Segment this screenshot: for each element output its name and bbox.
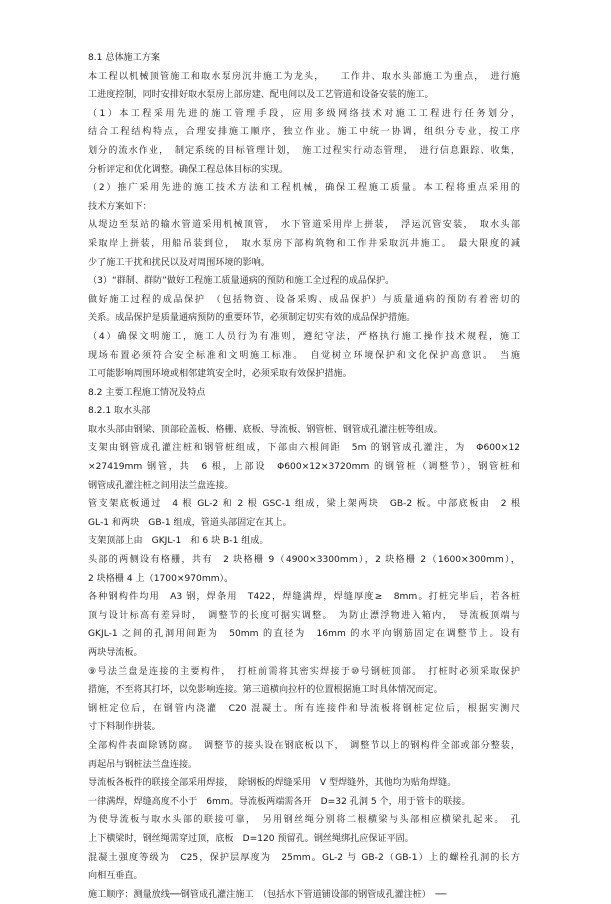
text-line: （2）推广采用先进的施工技术方法和工程机械，确保工程施工质量。本工程将重点采用的 xyxy=(88,183,520,194)
text-line: 措施，不至将其打坏，以免影响连接。第三道横向拉杆的位置根据施工时具体情况而定。 xyxy=(88,685,443,696)
text-line: 取水头部由钢梁、顶部砼盖板、格栅、底板、导流板、钢管桩、钢管成孔灌注桩等组成。 xyxy=(88,424,443,435)
text-line: ×27419mm 钢管，共 6 根，上部设 Φ600×12×3720mm 的钢管桩（调整节），钢管桩和 xyxy=(88,462,520,473)
section-heading: 8.2 主要工程施工情况及特点 xyxy=(88,387,206,398)
text-line: 从堤边至泵站的输水管道采用机械顶管， 水下管道采用岸上拼装， 浮运沉管安装， 取水头部 xyxy=(88,220,520,231)
text-line: GL-1 和两块 GB-1 组成，管道头部固定在其上。 xyxy=(88,517,292,528)
text-line: 技术方案如下： xyxy=(88,201,152,212)
text-line: 分析评定和优化调整。确保工程总体目标的实现。 xyxy=(88,164,289,175)
text-line: 头部的两侧设有格栅，共有 2 块格栅 9（4900×3300mm），2 块格栅 2（1600×300mm）， xyxy=(88,555,520,566)
text-line: 钢桩定位后，在钢管内浇灌 C20 混凝土。所有连接件和导流板将钢桩定位后，根据实测尺 xyxy=(88,703,520,714)
text-line: 各种钢构件均用 A3 钢，焊条用 T422，焊缝满焊，焊缝厚度≥ 8mm。打桩完毕后，若各桩 xyxy=(88,592,520,603)
text-line: 本工程以机械顶管施工和取水泵房沉井施工为龙头， 工作井、取水头部施工为重点， 进行施 xyxy=(88,71,520,82)
text-line: 现场布置必须符合安全标准和文明施工标准。 自觉树立环境保护和文化保护高意识。 当施 xyxy=(88,350,520,361)
text-line: 一律满焊，焊缝高度不小于 6mm。导流板两端需各开 D=32 孔洞 5 个，用于管卡的联接。 xyxy=(88,796,471,807)
text-line: 向相互垂直。 xyxy=(88,871,143,882)
text-line: 2 块格栅 4 上（1700×970mm）。 xyxy=(88,573,234,584)
text-line: （4）确保文明施工，施工人员行为有准则，遵纪守法，严格执行施工操作技术规程，施工 xyxy=(88,331,520,342)
text-line: 钢管成孔灌注桩之间用法兰盘连接。 xyxy=(88,480,234,491)
text-line: 为使导流板与取水头部的联接可靠， 另用钢丝绳分别将二根横梁与头部相应横梁扎起来。 孔 xyxy=(88,815,520,826)
text-line: 再起吊与钢桩法兰盘连接。 xyxy=(88,759,198,770)
text-line: 管支架底板通过 4 根 GL-2 和 2 根 GSC-1 组成，梁上架两块 GB-2 板。中部底板由 2 根 xyxy=(88,499,520,510)
text-line: 工进度控制，同时安排好取水泵房上部房建、配电间以及工艺管道和设备安装的施工。 xyxy=(88,90,434,101)
text-line: 做好施工过程的成品保护 （包括物资、设备采购、成品保护）与质量通病的预防有着密切的 xyxy=(88,294,520,305)
text-line: 关系。成品保护是质量通病预防的重要环节，必须制定切实有效的成品保护措施。 xyxy=(88,313,416,324)
text-line: 顶与设计标高有差异时， 调整节的长度可据实调整。 为防止漂浮物进入箱内， 导流板顶端与 xyxy=(88,610,520,621)
text-line: 混凝土强度等级为 C25，保护层厚度为 25mm。GL-2 与 GB-2（GB-1）上的螺栓孔洞的长方 xyxy=(88,852,520,863)
text-line: 上下横梁时，钢丝绳需穿过顶，底板 D=120 预留孔。钢丝绳绑扎应保证平固。 xyxy=(88,833,414,844)
text-line: 寸下料制作拼装。 xyxy=(88,722,161,733)
text-line: 工可能影响周围环境或相邻建筑安全时，必须采取有效保护措施。 xyxy=(88,369,352,380)
document-body xyxy=(88,49,520,904)
text-line: 导流板各板件的联接全部采用焊接， 除钢板的焊缝采用 V 型焊缝外，其他均为贴角焊缝。 xyxy=(88,778,457,789)
text-line: 两块导流板。 xyxy=(88,648,143,658)
text-line: 少了施工干扰和扰民以及对周围环境的影响。 xyxy=(88,257,270,268)
text-line: 采取岸上拼装，用船吊装到位， 取水泵房下部构筑物和工作井采取沉井施工。 最大限度的减 xyxy=(88,238,520,249)
text-line: 结合工程结构特点，合理安排施工顺序，独立作业。施工中统一协调，组织分专业，按工序 xyxy=(88,127,520,138)
subsection-heading: 8.2.1 取水头部 xyxy=(88,406,151,417)
text-line: 支架由钢管成孔灌注桩和钢管桩组成，下部由六根间距 5m 的钢管成孔灌注，为 Φ600×12 xyxy=(88,443,520,454)
text-line: 划分的流水作业， 制定系统的目标管理计划， 施工过程实行动态管理， 进行信息跟踪、收集， xyxy=(88,145,520,156)
text-line: ⑨号法兰盘是连接的主要构件， 打桩前需将其密实焊接于⑩号钢桩顶部。 打桩时必须采取保护 xyxy=(88,666,520,677)
section-heading: 8.1 总体施工方案 xyxy=(88,53,160,63)
text-line: （3）“群制、群防”做好工程施工质量通病的预防和施工全过程的成品保护。 xyxy=(88,276,395,287)
text-line: 施工顺序：测量放线──钢管成孔灌注施工 （包括水下管道铺设部的钢管成孔灌注桩） ── xyxy=(88,889,447,900)
text-line: 支架顶部上由 GKJL-1 和 6 块 B-1 组成。 xyxy=(88,536,269,547)
text-line: GKJL-1 之间的孔洞用间距为 50mm 的直径为 16mm 的水平向钢筋固定在调整节上。设有 xyxy=(88,629,520,640)
text-line: （1）本工程采用先进的施工管理手段，应用多级网络技术对施工工程进行任务划分， xyxy=(88,108,520,119)
text-line: 全部构件表面除锈防腐。 调整节的接头设在钢底板以下， 调整节以上的钢构件全部或部分整装， xyxy=(88,740,520,751)
